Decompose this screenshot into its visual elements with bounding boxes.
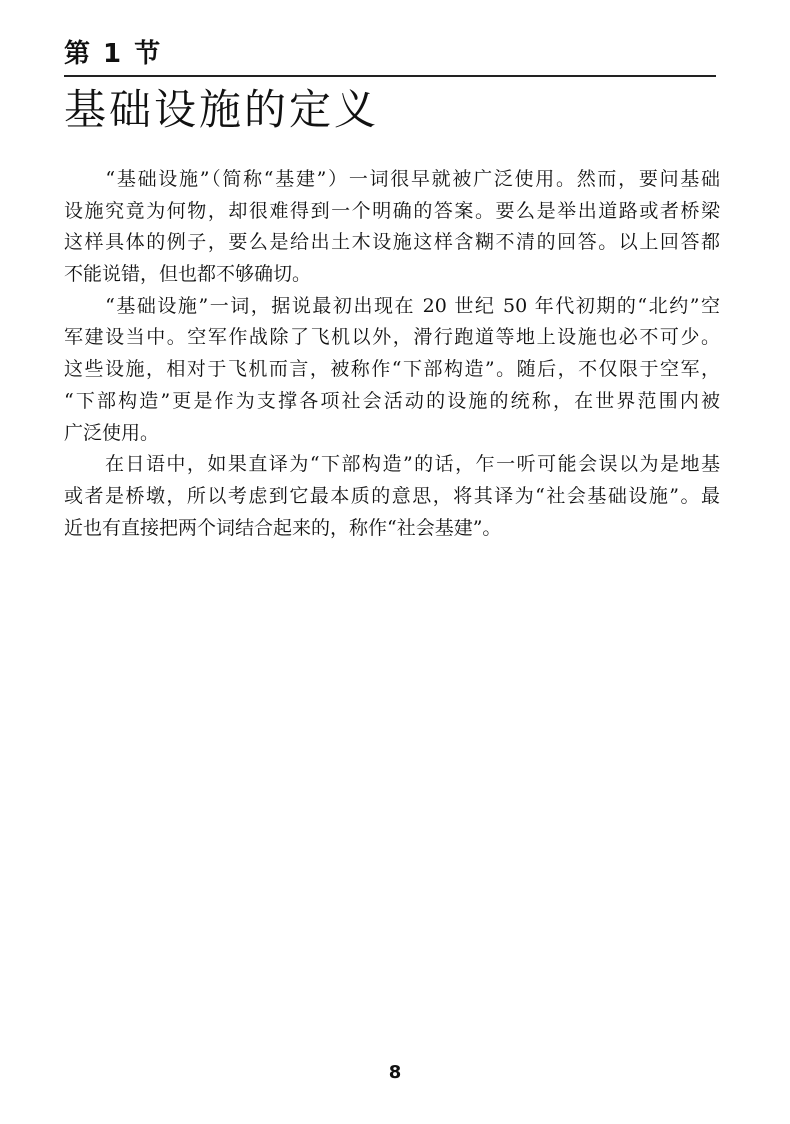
text-line: 或者是桥墩，所以考虑到它最本质的意思，将其译为“社会基础设施”。最 — [64, 484, 720, 507]
header-rule — [64, 75, 716, 77]
text-line: 这样具体的例子，要么是给出土木设施这样含糊不清的回答。以上回答都 — [64, 231, 720, 254]
paragraph-1 — [64, 164, 720, 291]
text-line: 这些设施，相对于飞机而言，被称作“下部构造”。随后，不仅限于空军， — [64, 358, 720, 381]
section-label: 第 1 节 — [64, 39, 163, 69]
text-line: 在日语中，如果直译为“下部构造”的话，乍一听可能会误以为是地基 — [64, 453, 720, 476]
text-line: “基础设施”一词，据说最初出现在 20 世纪 50 年代初期的“北约”空 — [64, 294, 720, 317]
body-text — [64, 164, 720, 544]
paragraph-3 — [64, 449, 720, 544]
paragraph-2 — [64, 291, 720, 449]
text-line: “基础设施”（简称“基建”）一词很早就被广泛使用。然而，要问基础 — [64, 168, 720, 190]
text-line: 军建设当中。空军作战除了飞机以外，滑行跑道等地上设施也必不可少。 — [64, 326, 720, 349]
text-line: 不能说错，但也都不够确切。 — [64, 263, 312, 286]
text-line: 近也有直接把两个词结合起来的，称作“社会基建”。 — [64, 516, 502, 539]
text-line: 广泛使用。 — [64, 421, 160, 444]
chapter-title: 基础设施的定义 — [64, 85, 380, 134]
text-line: 设施究竟为何物，却很难得到一个明确的答案。要么是举出道路或者桥梁 — [64, 199, 720, 222]
page-number: 8 — [388, 1062, 402, 1083]
text-line: “下部构造”更是作为支撑各项社会活动的设施的统称，在世界范围内被 — [64, 389, 720, 412]
